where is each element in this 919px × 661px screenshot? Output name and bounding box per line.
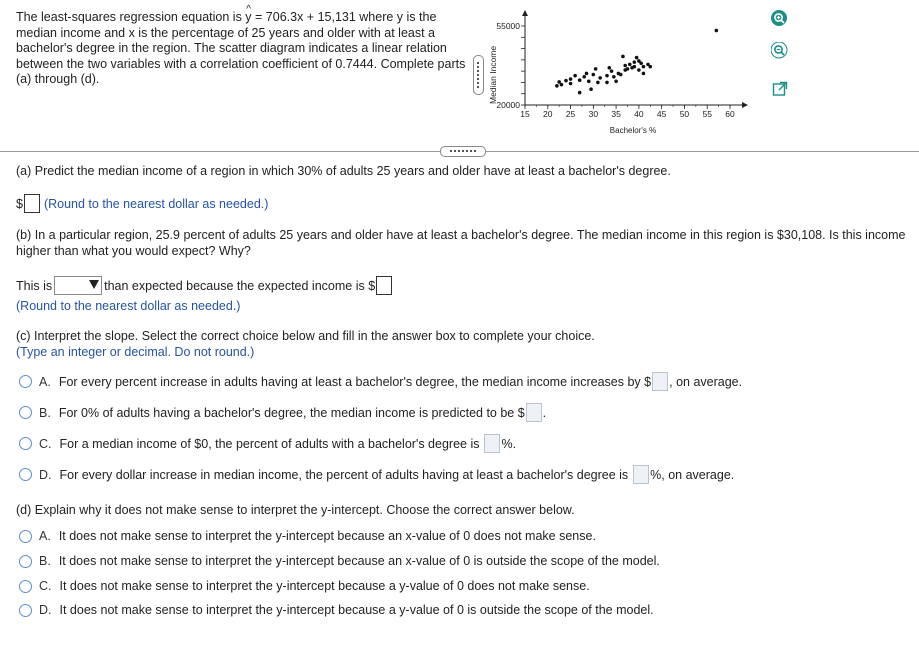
intro-text-2: = 706.3x + 15,131 where y is the median income and x is the percentage of 25 years and older with at least a bachelor's degree in the region. The scatter diagram indicates a linear relation between the two variables with a correlation coefficient of 0.7444. Complete parts (a) through (d).	[16, 10, 466, 86]
data-point	[642, 65, 646, 69]
data-point	[628, 63, 632, 67]
part-c-choice-a[interactable]: A. For every percent increase in adults having at least a bachelor's degree, the median income increases by $ , on average.	[19, 372, 742, 391]
part-b-this-is: This is	[16, 278, 53, 293]
y-tick-label: 20000	[496, 100, 520, 110]
data-point	[582, 75, 586, 79]
part-a-hint: (Round to the nearest dollar as needed.)	[43, 196, 269, 211]
radio-button[interactable]	[19, 375, 32, 388]
zoom-in-icon[interactable]	[770, 9, 790, 29]
data-point	[569, 77, 573, 81]
data-point	[605, 74, 609, 78]
data-point	[637, 68, 641, 72]
y-axis-arrow	[522, 10, 528, 16]
data-point	[585, 72, 589, 76]
data-point	[633, 65, 637, 69]
data-point	[614, 80, 618, 84]
part-c-d-input[interactable]	[633, 465, 649, 484]
part-b-answer-row	[16, 276, 393, 295]
x-tick-label: 40	[634, 109, 644, 119]
horizontal-split-handle[interactable]	[440, 146, 486, 157]
radio-button[interactable]	[19, 406, 32, 419]
data-point	[594, 67, 598, 71]
x-tick-label: 30	[588, 109, 599, 119]
part-c-c-input[interactable]	[484, 434, 500, 453]
radio-button[interactable]	[19, 437, 32, 450]
part-c-choice-c[interactable]: C. For a median income of $0, the percent of adults with a bachelor's degree is %.	[19, 434, 516, 453]
data-point	[560, 83, 564, 87]
part-d-question: (d) Explain why it does not make sense to interpret the y-intercept. Choose the correct answer below.	[16, 503, 575, 517]
part-b-question: (b) In a particular region, 25.9 percent of adults 25 years and older have at least a bachelor's degree. The median income in this region is $30,108. Is this income higher than what you would expect? Why?	[16, 228, 906, 258]
data-point	[605, 81, 609, 85]
data-point	[578, 91, 582, 95]
data-point	[607, 66, 611, 70]
x-tick-label: 25	[565, 109, 576, 119]
data-point	[648, 65, 652, 69]
data-point	[623, 64, 627, 68]
dropdown-arrow-icon	[89, 280, 99, 289]
part-c-question: (c) Interpret the slope. Select the correct choice below and fill in the answer box to complete your choice.	[16, 329, 595, 343]
part-c-choice-b[interactable]: B. For 0% of adults having a bachelor's degree, the median income is predicted to be $ .	[19, 403, 546, 422]
higher-lower-select[interactable]	[54, 276, 102, 295]
x-tick-label: 20	[543, 109, 553, 119]
part-d-choice-d[interactable]: D. It does not make sense to interpret the y-intercept because a y-value of 0 is outside the scope of the model.	[19, 602, 654, 618]
part-d-choice-c[interactable]: C. It does not make sense to interpret the y-intercept because a y-value of 0 does not make sense.	[19, 578, 590, 594]
x-tick-label: 35	[611, 109, 621, 119]
chart-ylabel: Median Income	[488, 45, 498, 104]
zoom-out-icon[interactable]	[770, 41, 790, 61]
y-hat: ^ y	[245, 10, 251, 26]
x-tick-label: 45	[656, 109, 667, 119]
radio-button[interactable]	[19, 530, 32, 543]
data-point	[564, 79, 568, 83]
data-point	[626, 67, 630, 71]
data-point	[598, 76, 602, 80]
part-a-question: (a) Predict the median income of a region in which 30% of adults 25 years and older have at least a bachelor's degree.	[16, 164, 671, 178]
intro-text-1: The least-squares regression equation is	[16, 10, 246, 24]
part-b-middle-text: than expected because the expected income is $	[104, 278, 376, 293]
data-point	[642, 72, 646, 76]
data-point	[633, 60, 637, 64]
x-tick-label: 60	[725, 109, 735, 119]
data-point	[573, 74, 577, 78]
part-a-answer-row	[16, 194, 268, 213]
part-a-answer-input[interactable]	[24, 194, 40, 213]
radio-button[interactable]	[19, 468, 32, 481]
part-d-choice-a[interactable]: A. It does not make sense to interpret the y-intercept because an x-value of 0 does not make sense.	[19, 528, 596, 544]
x-axis-arrow	[742, 102, 748, 108]
x-tick-label: 55	[702, 109, 712, 119]
data-point	[578, 78, 582, 82]
data-point	[555, 84, 559, 88]
data-point	[715, 29, 719, 33]
data-point	[639, 61, 643, 65]
part-c-choice-d[interactable]: D. For every dollar increase in median income, the percent of adults having at least a bachelor's degree is %, on average.	[19, 465, 734, 484]
part-c-a-input[interactable]	[652, 372, 668, 391]
data-point	[587, 80, 591, 84]
scatter-chart	[485, 8, 755, 143]
vertical-split-handle[interactable]	[473, 55, 484, 95]
part-c-b-input[interactable]	[526, 403, 542, 422]
radio-button[interactable]	[19, 604, 32, 617]
data-point	[589, 87, 593, 91]
data-point	[610, 69, 614, 73]
data-point	[592, 73, 596, 77]
part-b-expected-income-input[interactable]	[376, 276, 392, 295]
y-tick-label: 55000	[496, 21, 520, 31]
data-point	[621, 55, 625, 59]
problem-statement	[16, 10, 476, 88]
data-point	[569, 82, 573, 86]
radio-button[interactable]	[19, 555, 32, 568]
x-tick-label: 50	[679, 109, 690, 119]
part-c-hint: (Type an integer or decimal. Do not round.)	[16, 345, 255, 359]
part-d-choice-b[interactable]: B. It does not make sense to interpret the y-intercept because an x-value of 0 is outside the scope of the model.	[19, 553, 660, 569]
dollar-sign: $	[16, 196, 23, 211]
popout-icon[interactable]	[770, 79, 790, 99]
x-tick-label: 15	[520, 109, 530, 119]
chart-xlabel: Bachelor's %	[609, 126, 657, 135]
data-point	[612, 75, 616, 79]
data-point	[596, 81, 600, 85]
data-point	[635, 56, 639, 60]
radio-button[interactable]	[19, 580, 32, 593]
data-point	[619, 73, 623, 77]
part-b-hint: (Round to the nearest dollar as needed.)	[16, 299, 241, 313]
